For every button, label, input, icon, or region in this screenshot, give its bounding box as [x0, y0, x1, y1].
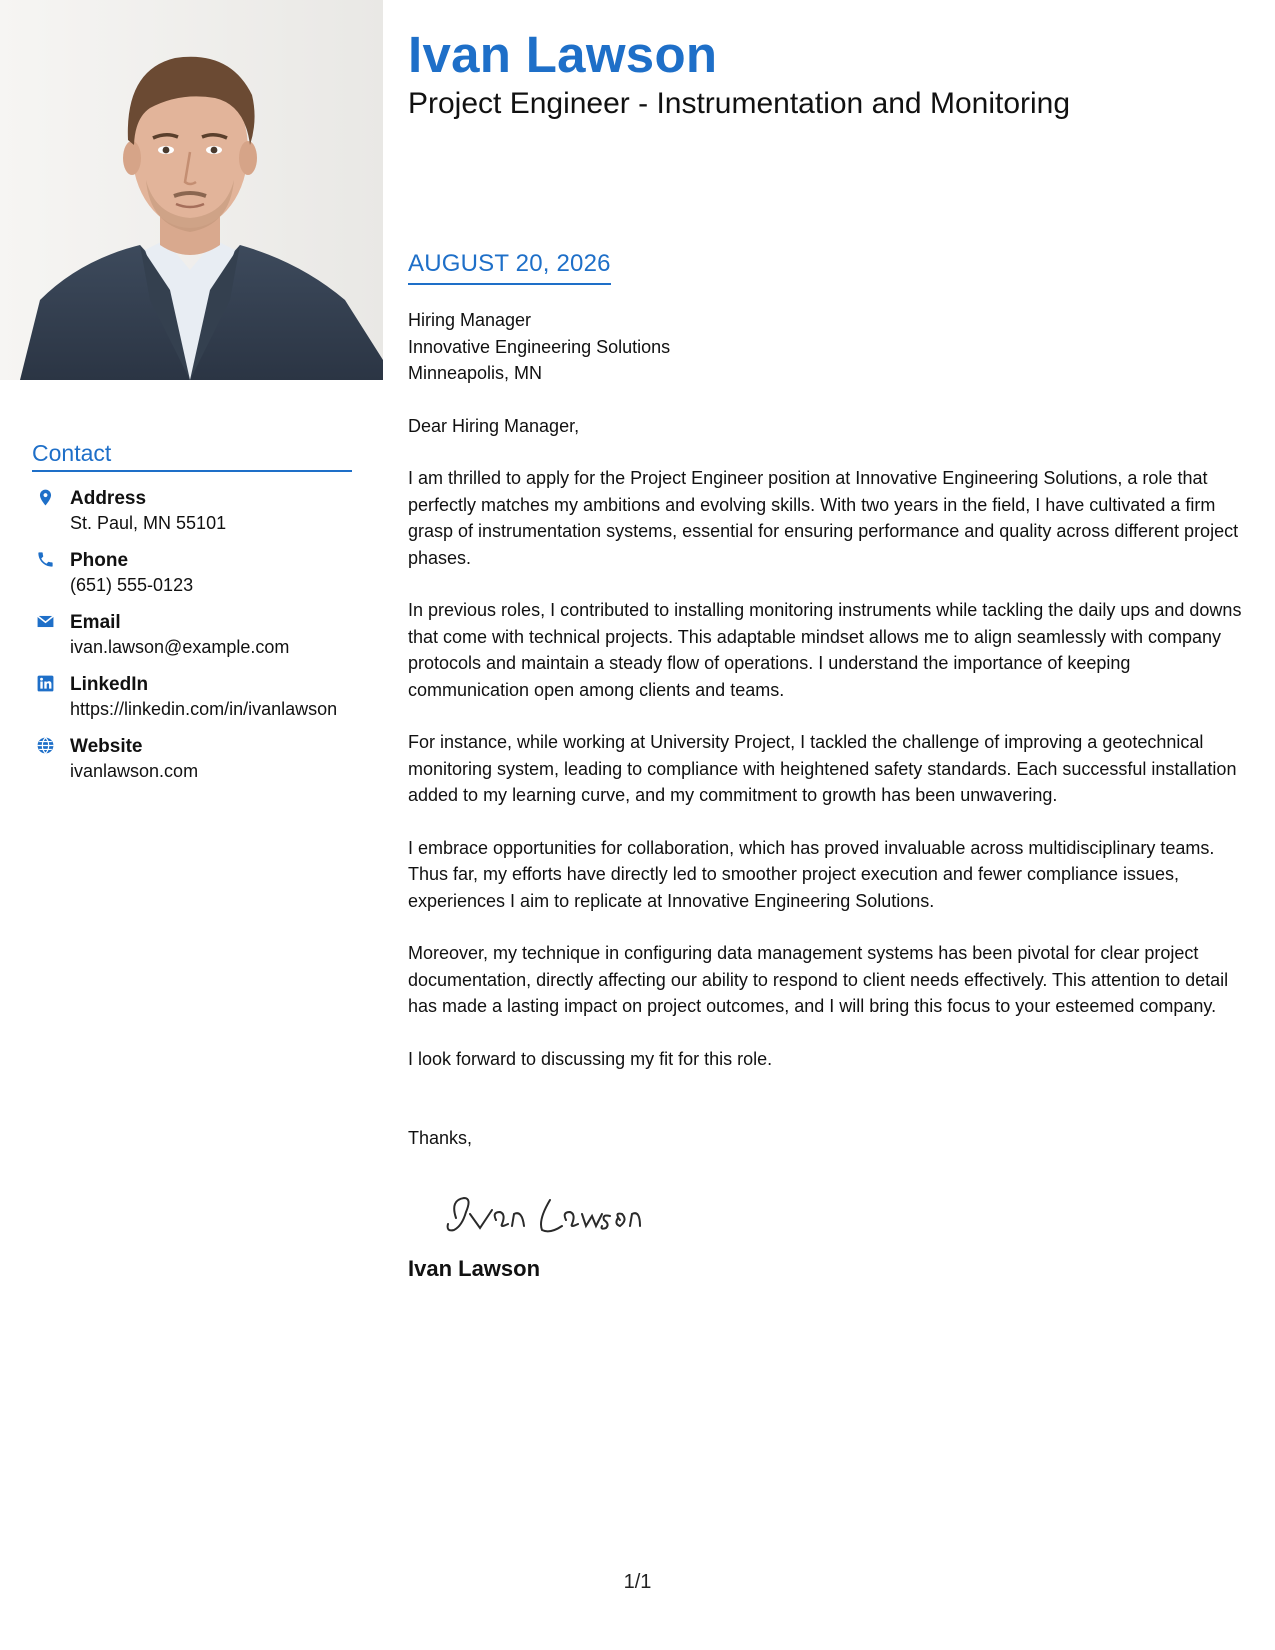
- letter-paragraph: I look forward to discussing my fit for this role.: [408, 1048, 773, 1069]
- website-link[interactable]: ivanlawson.com: [70, 761, 199, 781]
- letter-paragraph: Moreover, my technique in configuring data management systems has been pivotal for clear project documentation, directly affecting our ability to respond to client needs effectively. This attention to detail has made a lasting impact on project outcomes, and I will bring this focus to your esteemed company.: [408, 943, 1229, 1016]
- contact-website: [32, 734, 352, 784]
- envelope-icon: [32, 610, 70, 631]
- contact-label: LinkedIn: [70, 674, 149, 695]
- letter-paragraph: I am thrilled to apply for the Project Engineer position at Innovative Engineering Solutions, a role that perfectly matches my ambitions and evolving skills. With two years in the field, I have cultivated a firm grasp of instrumentation systems, essential for ensuring performance and quality across different project phases.: [408, 468, 1239, 568]
- email-link[interactable]: ivan.lawson@example.com: [70, 637, 290, 657]
- profile-photo: [0, 0, 383, 380]
- handwritten-signature: [442, 1178, 1250, 1250]
- contact-label: Phone: [70, 550, 129, 571]
- header: [408, 24, 1248, 122]
- contact-value: (651) 555-0123: [70, 575, 194, 595]
- contact-heading: Contact: [32, 440, 352, 472]
- linkedin-link[interactable]: https://linkedin.com/in/ivanlawson: [70, 699, 338, 719]
- recipient-line: Innovative Engineering Solutions: [408, 336, 671, 357]
- contact-value: St. Paul, MN 55101: [70, 513, 227, 533]
- contact-label: Website: [70, 736, 143, 757]
- letter-paragraph: For instance, while working at University Project, I tackled the challenge of improving a geotechnical monitoring system, leading to compliance with heightened safety standards. Each successful installation added to my learning curve, and my commitment to growth has been unwavering.: [408, 732, 1237, 805]
- letter-paragraph: I embrace opportunities for collaboration, which has proved invaluable across multidisciplinary teams. Thus far, my efforts have directly led to smoother project execution and fewer compliance issues, experiences I aim to replicate at Innovative Engineering Solutions.: [408, 837, 1215, 911]
- recipient-block: [408, 307, 1250, 387]
- letter-paragraph: In previous roles, I contributed to installing monitoring instruments while tackling the daily ups and downs that come with technical projects. This adaptable mindset allows me to align seamlessly with company protocols and maintain a steady flow of operations. I understand the importance of keeping communication open among clients and teams.: [408, 600, 1242, 700]
- contact-email: [32, 610, 352, 660]
- contact-address: [32, 486, 352, 536]
- phone-icon: [32, 548, 70, 569]
- letter-date: AUGUST 20, 2026: [408, 250, 611, 285]
- contact-label: Email: [70, 612, 121, 633]
- job-title: Project Engineer - Instrumentation and Monitoring: [408, 87, 1071, 120]
- salutation: Dear Hiring Manager,: [408, 415, 580, 436]
- page-number: 1/1: [623, 1571, 652, 1593]
- contact-section: [32, 440, 352, 796]
- recipient-line: Minneapolis, MN: [408, 363, 543, 383]
- location-pin-icon: [32, 486, 70, 507]
- contact-label: Address: [70, 488, 147, 509]
- signed-name: Ivan Lawson: [408, 1255, 541, 1281]
- contact-linkedin: [32, 672, 352, 722]
- recipient-line: Hiring Manager: [408, 310, 532, 330]
- contact-phone: [32, 548, 352, 598]
- linkedin-icon: [32, 672, 70, 693]
- globe-icon: [32, 734, 70, 755]
- closing: Thanks,: [408, 1128, 473, 1148]
- applicant-name: Ivan Lawson: [408, 26, 718, 83]
- letter-body: [408, 307, 1250, 1282]
